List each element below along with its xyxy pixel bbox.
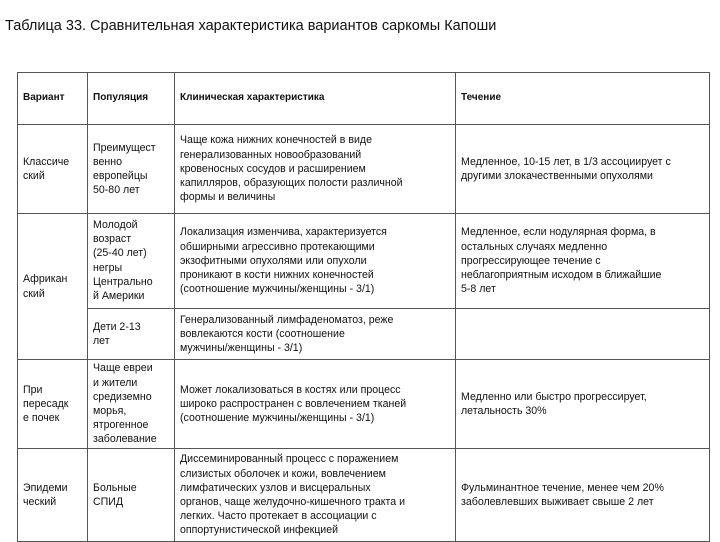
table-header-row bbox=[18, 73, 710, 125]
header-course: Течение bbox=[456, 73, 710, 125]
cell-variant: Африкан ский bbox=[18, 214, 88, 360]
cell-variant: При пересадк е почек bbox=[18, 360, 88, 449]
comparison-table bbox=[17, 72, 710, 542]
cell-population: Чаще евреи и жители средиземно морья, ятрогенное заболевание bbox=[88, 360, 175, 449]
table-row bbox=[18, 309, 710, 360]
page-title: Таблица 33. Сравнительная характеристика вариантов саркомы Капоши bbox=[5, 18, 497, 34]
cell-course: Медленное, если нодулярная форма, в остальных случаях медленно прогрессирующее течение с неблагоприятным исходом в ближайшие 5-8 лет bbox=[456, 214, 710, 309]
cell-course: Фульминантное течение, менее чем 20% заболевлевших выживает свыше 2 лет bbox=[456, 449, 710, 542]
cell-variant: Эпидеми ческий bbox=[18, 449, 88, 542]
cell-population: Дети 2-13 лет bbox=[88, 309, 175, 360]
cell-population: Больные СПИД bbox=[88, 449, 175, 542]
cell-population: Молодой возраст (25-40 лет) негры Центрально й Америки bbox=[88, 214, 175, 309]
cell-population: Преимущест венно европейцы 50-80 лет bbox=[88, 125, 175, 214]
cell-course: Медленно или быстро прогрессирует, летальность 30% bbox=[456, 360, 710, 449]
header-clinical: Клиническая характеристика bbox=[175, 73, 456, 125]
cell-clinical: Локализация изменчива, характеризуется обширными агрессивно протекающими экзофитными опухолями или опухоли проникают в кости нижних конечностей (соотношение мужчины/женщины - 3/1) bbox=[175, 214, 456, 309]
cell-course bbox=[456, 309, 710, 360]
cell-course: Медленное, 10-15 лет, в 1/3 ассоциирует с другими злокачественными опухолями bbox=[456, 125, 710, 214]
cell-clinical: Диссеминированный процесс с поражением слизистых оболочек и кожи, вовлечением лимфатических узлов и висцеральных органов, чаще желудочно-кишечного тракта и легких. Часто протекает в ассоциации с оппортунистической инфекцией bbox=[175, 449, 456, 542]
table-row bbox=[18, 449, 710, 542]
cell-clinical: Чаще кожа нижних конечностей в виде генерализованных новообразований кровеносных сосудов и расширением капилляров, образующих полости различной формы и величины bbox=[175, 125, 456, 214]
cell-clinical: Генерализованный лимфаденоматоз, реже вовлекаются кости (соотношение мужчины/женщины - 3/1) bbox=[175, 309, 456, 360]
cell-variant: Классиче ский bbox=[18, 125, 88, 214]
cell-clinical: Может локализоваться в костях или процесс широко распространен с вовлечением тканей (соотношение мужчины/женщины - 3/1) bbox=[175, 360, 456, 449]
table-row bbox=[18, 214, 710, 309]
header-variant: Вариант bbox=[18, 73, 88, 125]
table-row bbox=[18, 125, 710, 214]
header-population: Популяция bbox=[88, 73, 175, 125]
table-row bbox=[18, 360, 710, 449]
